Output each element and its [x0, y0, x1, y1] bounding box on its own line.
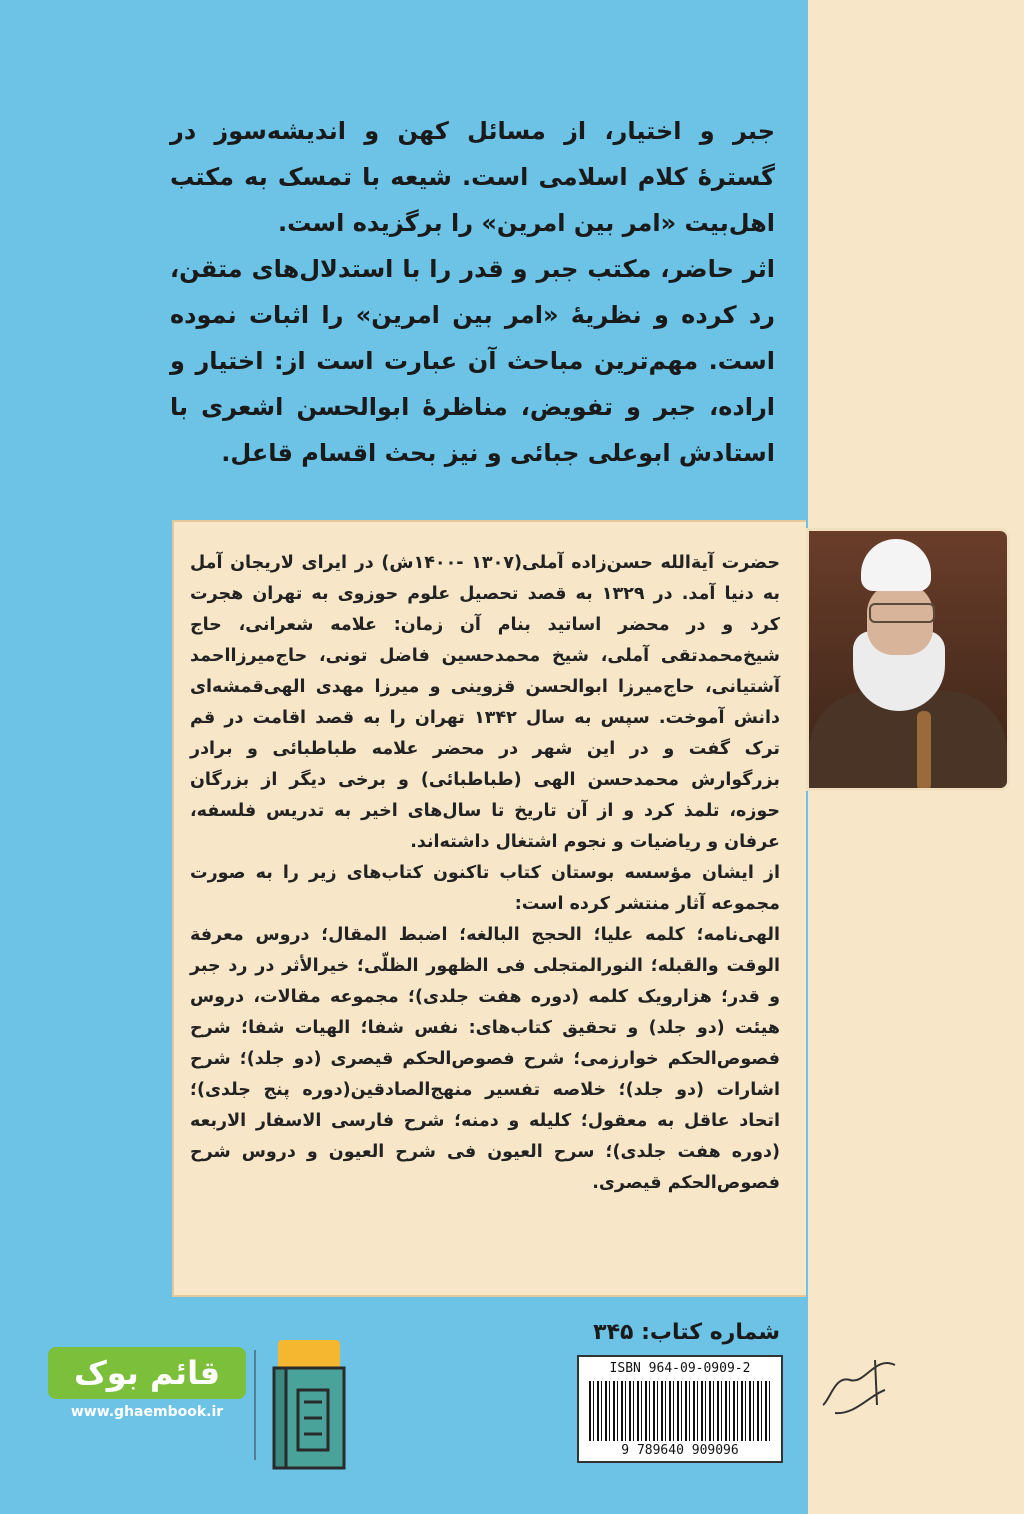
- book-number: شماره کتاب: ۳۴۵: [593, 1320, 780, 1345]
- isbn-barcode: [577, 1355, 783, 1463]
- logo-divider: [254, 1350, 256, 1460]
- book-icon: [268, 1340, 350, 1470]
- barcode-bars: [589, 1381, 773, 1441]
- publisher-signature-logo: [815, 1345, 905, 1425]
- intro-text: [170, 108, 775, 476]
- intro-paragraph-2: اثر حاضر، مکتب جبر و قدر را با استدلال‌های متقن، رد کرده و نظریهٔ «امر بین امرین» را اثبات نموده است. مهم‌ترین مباحث آن عبارت است از: اختیار و اراده، جبر و تفویض، مناظرهٔ ابوالحسن اشعری با استادش ابوعلی جبائی و نیز بحث اقسام قاعل.: [170, 255, 775, 467]
- author-photo: [806, 528, 1010, 791]
- bio-paragraph-2: از ایشان مؤسسه بوستان کتاب تاکنون کتاب‌های زیر را به صورت مجموعه آثار منتشر کرده است:: [190, 863, 780, 914]
- author-bio: [190, 548, 780, 1199]
- bio-paragraph-1: حضرت آیة‌الله حسن‌زاده آملی(۱۳۰۷ -۱۴۰۰ش) در ایرای لاریجان آمل به دنیا آمد. در ۱۳۲۹ به قصد تحصیل علوم حوزوی به تهران هجرت کرد و در محضر اساتید بنام آن زمان: علامه شعرانی، حاج شیخ‌محمدتقی آملی، شیخ محمدحسین فاضل تونی، حاج‌میرزااحمد آشتیانی، حاج‌میرزا ابوالحسن قزوینی و میرزا مهدی الهی‌قمشه‌ای دانش آموخت. سپس به سال ۱۳۴۲ تهران را به قصد اقامت در قم ترک گفت و در این شهر در محضر علامه طباطبائی و برادر بزرگوارش محمدحسن الهی (طباطبائی) و برخی دیگر از بزرگان حوزه، تلمذ کرد و از آن تاریخ تا سال‌های اخیر به تدریس فلسفه، عرفان و ریاضیات و نجوم اشتغال داشته‌اند.: [190, 553, 780, 852]
- store-url[interactable]: www.ghaembook.ir: [70, 1404, 224, 1420]
- isbn-top-text: ISBN 964-09-0909-2: [609, 1361, 751, 1376]
- isbn-bottom-text: 9 789640 909096: [621, 1443, 739, 1458]
- intro-paragraph-1: جبر و اختیار، از مسائل کهن و اندیشه‌سوز در گسترهٔ کلام اسلامی است. شیعه با تمسک به مکتب اهل‌بیت «امر بین امرین» را برگزیده است.: [170, 117, 775, 237]
- store-logo: قائم بوک: [48, 1347, 246, 1399]
- bio-paragraph-3: الهی‌نامه؛ کلمه علیا؛ الحجج البالغه؛ اضبط المقال؛ دروس معرفة الوقت والقبله؛ النورالمتجلی فی الظهور الظلّی؛ خیرالأثر در رد جبر و قدر؛ هزارویک کلمه (دوره هفت جلدی)؛ مجموعه مقالات، دروس هیئت (دو جلد) و تحقیق کتاب‌های: نفس شفا؛ الهیات شفا؛ شرح فصوص‌الحکم خوارزمی؛ شرح فصوص‌الحکم قیصری (دو جلد)؛ شرح اشارات (دو جلد)؛ خلاصه تفسیر منهج‌الصادقین(دوره پنج جلدی)؛ اتحاد عاقل به معقول؛ کلیله و دمنه؛ شرح فارسی الاسفار الاربعه (دوره هفت جلدی)؛ سرح العیون فی شرح العیون و دروس شرح فصوص‌الحکم قیصری.: [190, 925, 780, 1193]
